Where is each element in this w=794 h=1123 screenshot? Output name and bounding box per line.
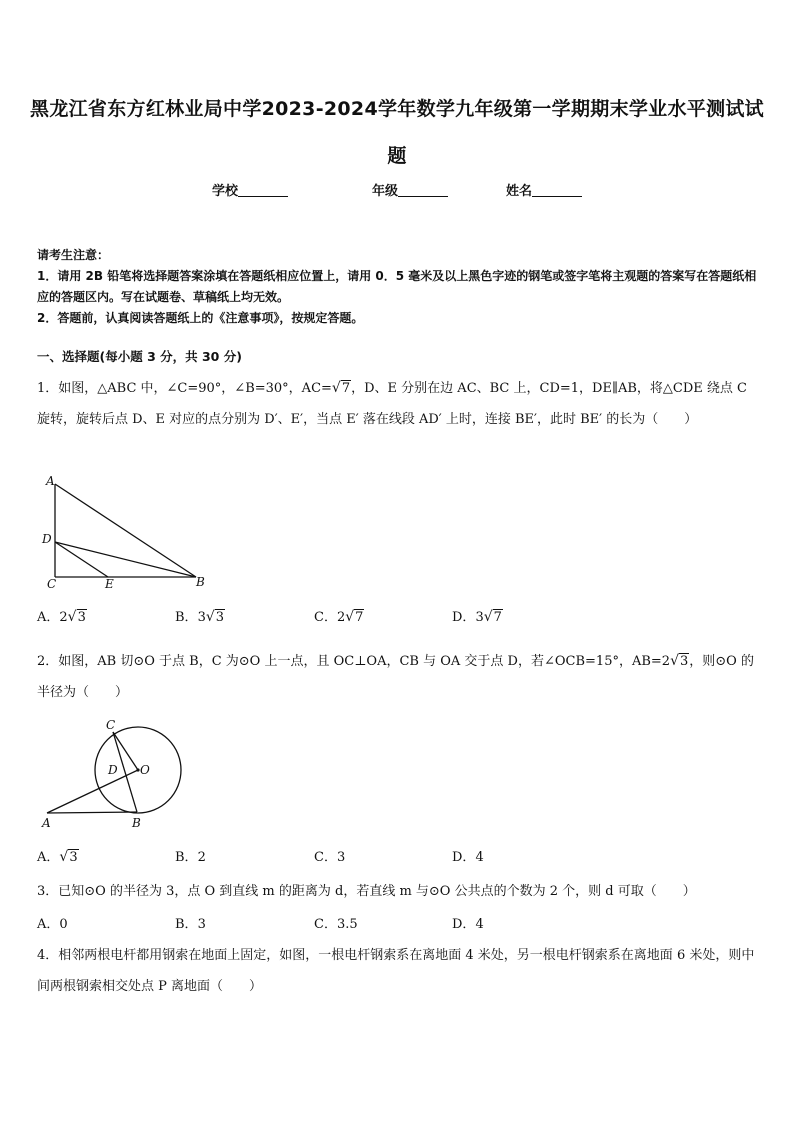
question-3: 3．已知⊙O 的半径为 3，点 O 到直线 m 的距离为 d，若直线 m 与⊙O 公共点的个数为 2 个，则 d 可取（ ） <box>37 884 696 899</box>
q3-option-c[interactable]: C．3.5 <box>314 917 358 932</box>
label-d: D <box>42 532 52 546</box>
grade-blank[interactable] <box>398 183 448 197</box>
q3-option-d[interactable]: D．4 <box>452 917 484 932</box>
title-line-1: 黑龙江省东方红林业局中学2023-2024学年数学九年级第一学期期末学业水平测试试 <box>30 98 764 120</box>
question-1-options <box>37 606 737 628</box>
label-e: E <box>105 577 114 591</box>
q1-option-a[interactable]: A．2√3 <box>37 609 86 625</box>
segment-ab <box>55 484 196 577</box>
q2-option-a[interactable]: A．√3 <box>37 849 78 865</box>
exam-notice <box>37 245 759 329</box>
notice-heading: 请考生注意： <box>37 248 110 262</box>
question-3-options <box>37 913 737 935</box>
q2-option-c[interactable]: C．3 <box>314 850 346 865</box>
segment-db <box>55 542 196 577</box>
grade-field[interactable]: 年级 <box>372 180 448 199</box>
q1-option-c[interactable]: C．2√7 <box>314 609 364 625</box>
label-c: C <box>106 718 116 732</box>
q2-option-d[interactable]: D．4 <box>452 850 484 865</box>
title-line-2: 题 <box>387 145 407 167</box>
segment-de <box>55 542 108 577</box>
circle-o-figure <box>38 714 198 834</box>
name-blank[interactable] <box>532 183 582 197</box>
section-heading: 一、选择题(每小题 3 分，共 30 分) <box>37 349 242 364</box>
school-field[interactable]: 学校 <box>212 180 288 199</box>
segment-ao <box>47 770 138 813</box>
question-4: 4．相邻两根电杆都用钢索在地面上固定，如图，一根电杆钢索系在离地面 4 米处，另一根电杆钢索系在离地面 6 米处，则中间两根钢索相交处点 P 离地面（ ） <box>37 948 755 994</box>
sqrt-expr: √7 <box>331 380 351 396</box>
label-c: C <box>47 577 57 591</box>
q1-option-b[interactable]: B．3√3 <box>175 609 225 625</box>
segment-ab <box>47 812 137 813</box>
q3-option-b[interactable]: B．3 <box>175 917 206 932</box>
student-info-row <box>0 180 794 200</box>
question-2-options <box>37 846 737 868</box>
label-a: A <box>42 816 51 830</box>
q1-option-d[interactable]: D．3√7 <box>452 609 502 625</box>
notice-item-2: 2．答题前，认真阅读答题纸上的《注意事项》，按规定答题。 <box>37 311 364 325</box>
label-b: B <box>196 575 205 589</box>
question-2: 2．如图，AB 切⊙O 于点 B，C 为⊙O 上一点，且 OC⊥OA，CB 与 OA 交于点 D，若∠OCB=15°，AB=2√3，则⊙O 的半径为（ ） <box>37 646 759 708</box>
label-a: A <box>46 474 55 488</box>
label-b: B <box>132 816 141 830</box>
school-blank[interactable] <box>238 183 288 197</box>
sqrt-expr: √3 <box>670 653 689 669</box>
q2-option-b[interactable]: B．2 <box>175 850 206 865</box>
notice-item-1: 1．请用 2B 铅笔将选择题答案涂填在答题纸相应位置上，请用 0．5 毫米及以上黑色字迹的钢笔或签字笔将主观题的答案写在答题纸相应的答题区内。写在试题卷、草稿纸上均无效。 <box>37 269 757 304</box>
q3-option-a[interactable]: A．0 <box>37 917 68 932</box>
exam-title <box>30 86 764 180</box>
label-d: D <box>108 763 118 777</box>
question-1: 1．如图，△ABC 中，∠C=90°，∠B=30°，AC=√7，D、E 分别在边 AC、BC 上，CD=1，DE∥AB，将△CDE 绕点 C 旋转，旋转后点 D、E 对应的点分别为 D′、E′，当点 E′ 落在线段 AD′ 上时，连接 BE′，此时 BE′ 的长为（ ） <box>37 373 759 435</box>
triangle-abc-figure <box>38 474 213 594</box>
name-field[interactable]: 姓名 <box>506 180 582 199</box>
label-o: O <box>140 763 150 777</box>
